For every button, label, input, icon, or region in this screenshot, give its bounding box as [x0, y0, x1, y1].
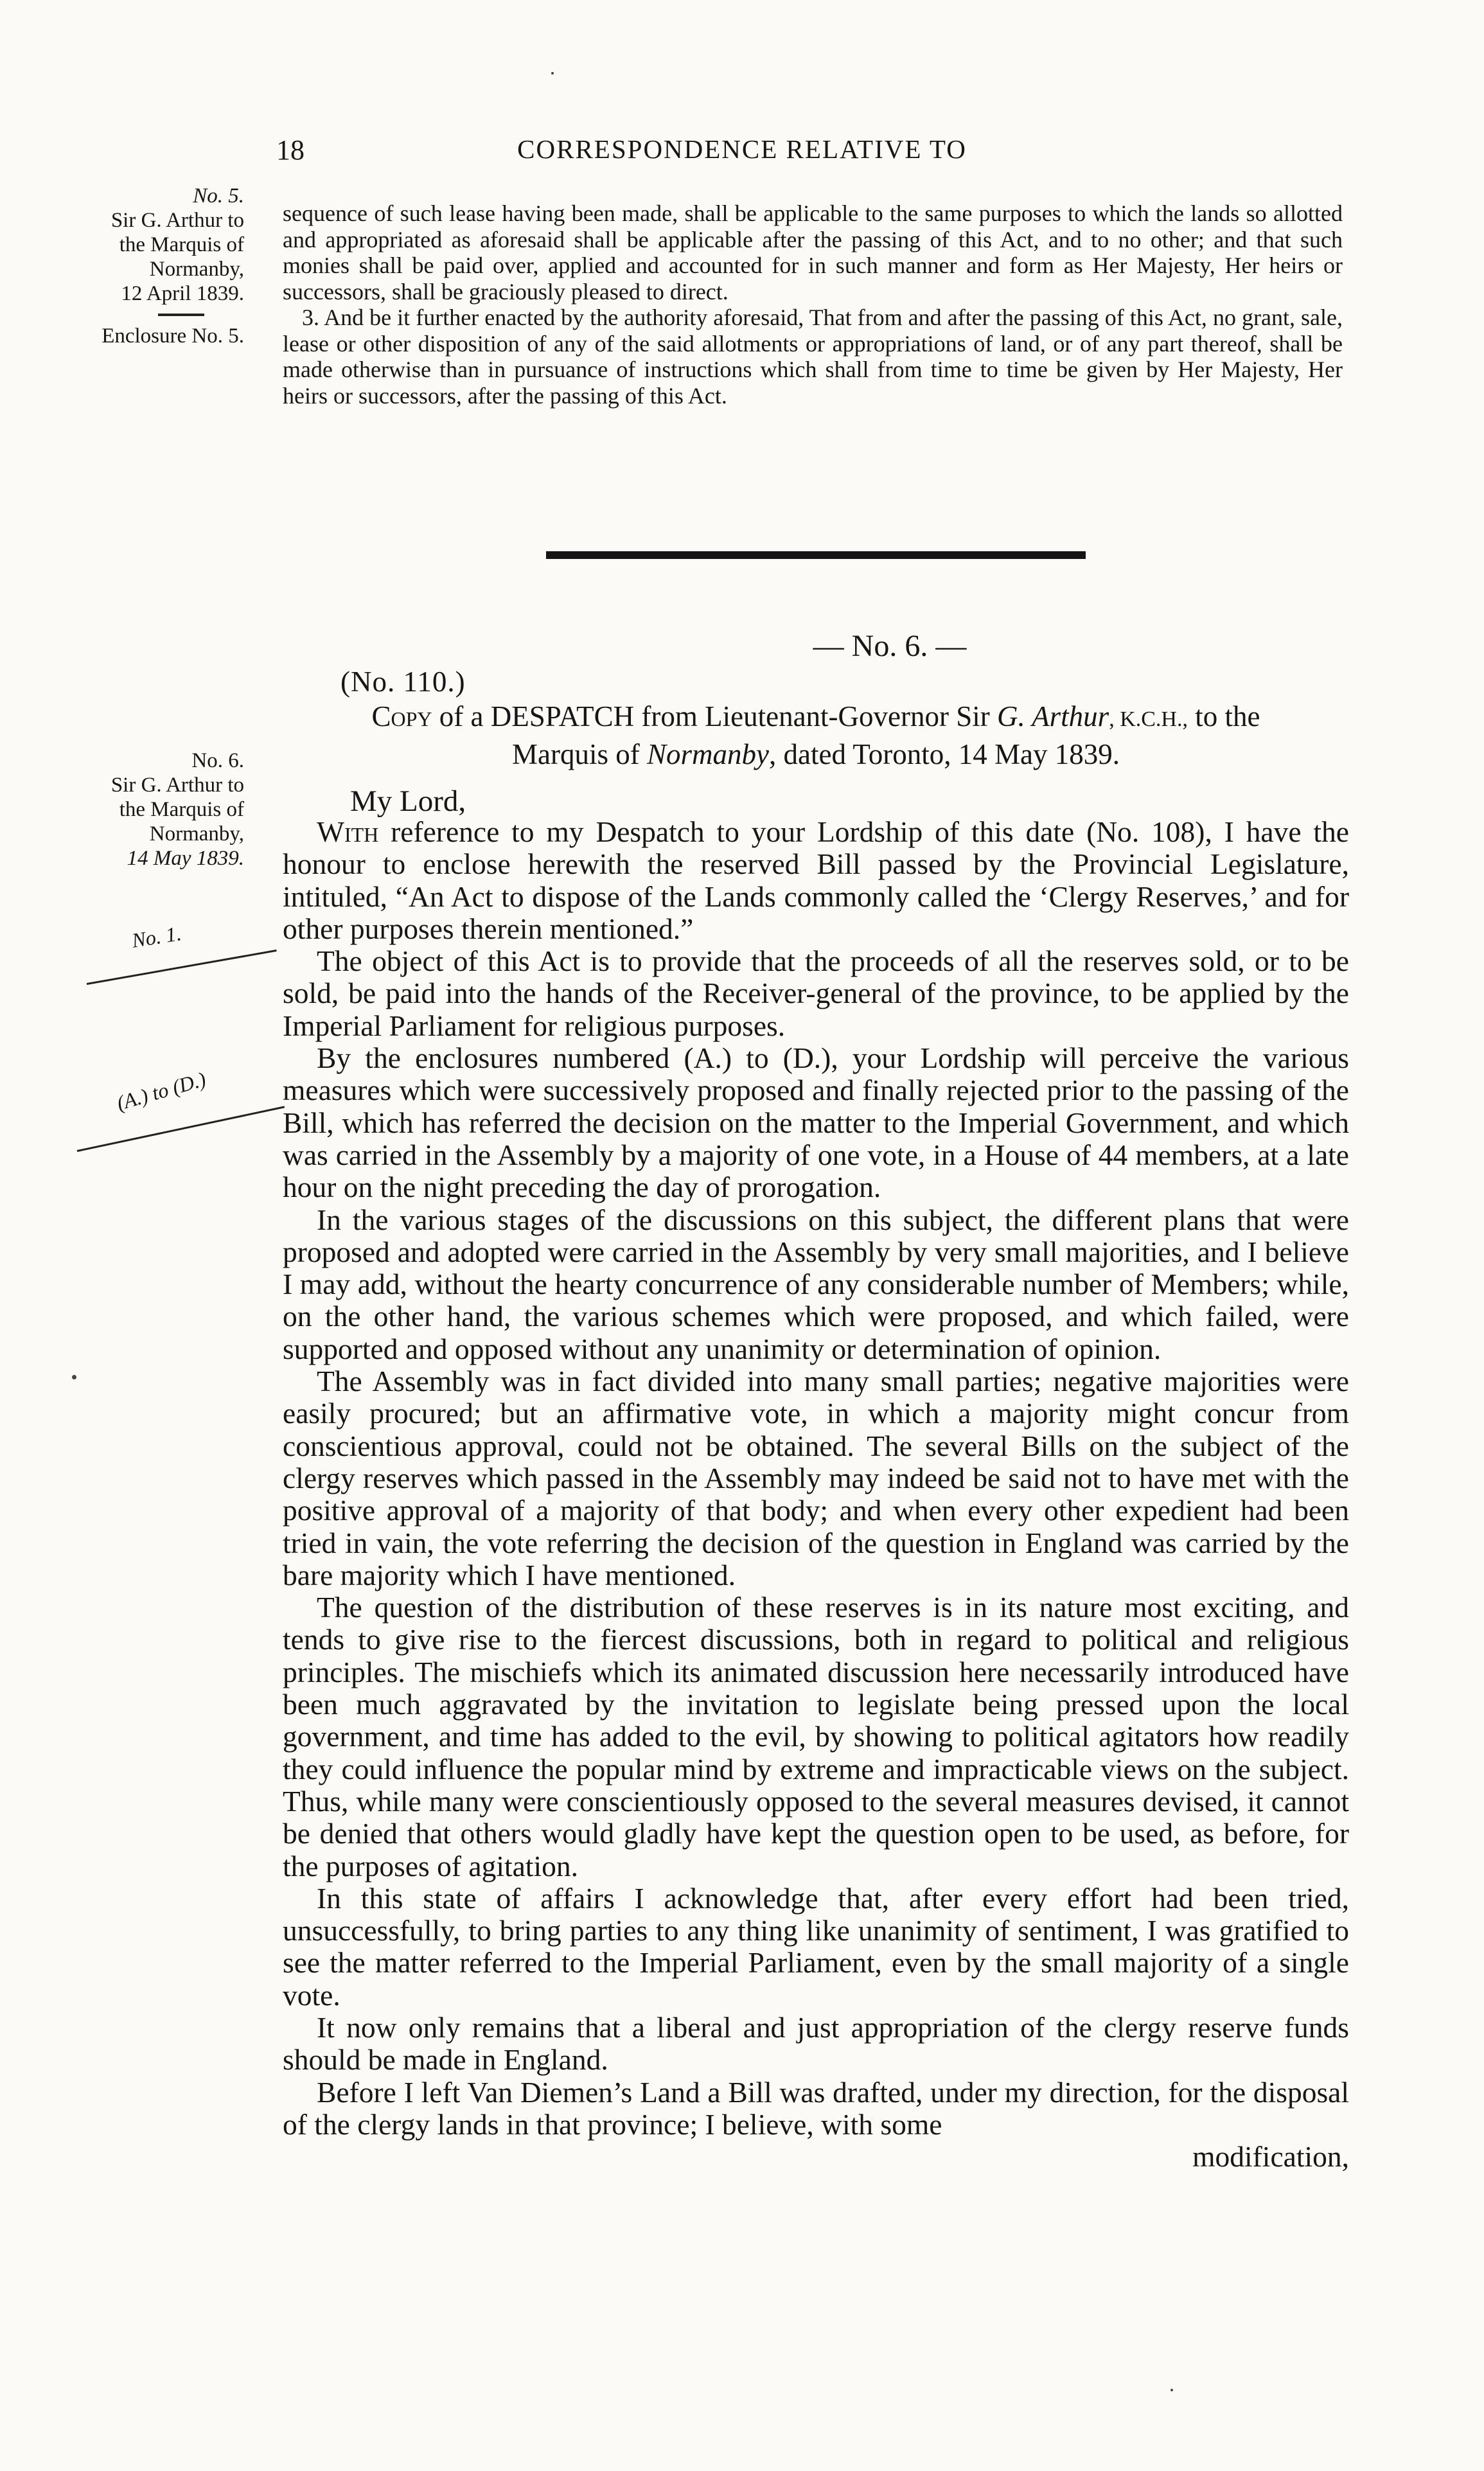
letter-body	[283, 816, 1349, 2173]
margin-ref-line	[77, 1106, 285, 1152]
margin-note-no6	[39, 748, 244, 871]
heading-sender: G. Arthur	[997, 700, 1109, 732]
letter-paragraph: In this state of affairs I acknowledge that, after every effort had been tried, unsuccessfully, to bring parties to any thing like unanimity of sentiment, I was gratified to see the matter referred to the Imperial Parliament, even by the small majority of a single vote.	[283, 1881, 1349, 2012]
margin-no5-line: the Marquis of	[119, 233, 244, 256]
letter-paragraph: By the enclosures numbered (A.) to (D.), your Lordship will perceive the various measures which were successively proposed and finally rejected prior to the passing of the Bill, which has referred the decision on the matter to the Imperial Government, and which was carried in the Assembly by a majority of one vote, in a House of 44 members, at a late hour on the night preceding the day of prorogation.	[283, 1041, 1349, 1204]
margin-no6-line: Sir G. Arthur to	[110, 774, 244, 797]
letter-paragraph: In the various stages of the discussions on this subject, the different plans that were proposed and adopted were carried in the Assembly by very small majorities, and I believe I may add, without the hearty concurrence of any considerable number of Members; while, on the other hand, the various schemes which were proposed, and which failed, were supported and opposed without any unanimity or determination of opinion.	[283, 1203, 1349, 1365]
heading-text: , dated Toronto, 14 May 1839.	[769, 738, 1120, 770]
margin-no6-line: the Marquis of	[119, 798, 244, 821]
heading-text: to the	[1188, 700, 1260, 732]
letter-paragraph: It now only remains that a liberal and just appropriation of the clergy reserve funds should be made in England.	[283, 2010, 1349, 2077]
scan-speck	[551, 72, 554, 75]
margin-no6-line: Normanby,	[149, 822, 244, 846]
margin-no5-line: Sir G. Arthur to	[110, 209, 244, 232]
margin-ref-no1: No. 1.	[130, 921, 183, 952]
catchword: modification,	[1192, 2140, 1349, 2174]
heading-recipient: Normanby	[647, 738, 769, 770]
margin-no5-line: 12 April 1839.	[121, 282, 244, 305]
scan-speck	[1170, 2389, 1173, 2391]
letter-paragraph: The question of the distribution of these reserves is in its nature most exciting, and tends to give rise to the fiercest discussions, both in regard to political and religious principles. The mischiefs which its animated discussion here necessarily introduced have been much aggravated by the invitation to legislate being pressed upon the local government, and time has added to the evil, by showing to political agitators how readily they could influence the popular mind by extreme and impracticable views on the subject. Thus, while many were conscientiously opposed to the several measures devised, it cannot be denied that others would gladly have kept the question open to be used, as before, for the purposes of agitation.	[283, 1591, 1349, 1882]
heading-text: Marquis of	[512, 738, 647, 770]
act-paragraph: sequence of such lease having been made, shall be applicable to the same purposes to which the lands so allotted and appropriated as aforesaid shall be applicable after the passing of this Act, and to no other; and that such monies shall be paid over, applied and accounted for in such manner and form as Her Majesty, Her heirs or successors, shall be graciously pleased to direct.	[283, 200, 1343, 305]
page-number: 18	[276, 134, 305, 166]
margin-no5-line: Normanby,	[149, 258, 244, 281]
margin-enclosure-label: Enclosure No. 5.	[102, 324, 244, 348]
document-number: — No. 6. —	[813, 629, 967, 663]
margin-ref-a-to-d: (A.) to (D.)	[114, 1067, 209, 1115]
margin-no5-line: No. 5.	[193, 184, 244, 208]
margin-no6-line: 14 May 1839.	[127, 847, 244, 870]
margin-no6-line: No. 6.	[191, 749, 244, 772]
act-text	[283, 200, 1343, 409]
scan-speck	[72, 1375, 76, 1379]
section-rule	[546, 551, 1086, 559]
running-head: CORRESPONDENCE RELATIVE TO	[517, 134, 967, 164]
act-paragraph: 3. And be it further enacted by the authority aforesaid, That from and after the passing of this Act, no grant, sale, lease or other disposition of any of the said allotments or appropriations of land, or of any part thereof, shall be made otherwise than in pursuance of instructions which shall from time to time be given by Her Majesty, Her heirs or successors, after the passing of this Act.	[283, 305, 1343, 409]
salutation: My Lord,	[350, 784, 466, 818]
heading-copy: Copy	[371, 700, 432, 732]
letter-paragraph	[283, 816, 1349, 945]
paragraph-lead-word: With	[317, 815, 379, 848]
letter-paragraph: Before I left Van Diemen’s Land a Bill was drafted, under my direction, for the disposal of the clergy lands in that province; I believe, with some	[283, 2075, 1349, 2141]
heading-text: of a DESPATCH from Lieutenant-Governor Sir	[432, 700, 997, 732]
margin-dash	[158, 314, 204, 316]
margin-ref-line	[87, 950, 277, 985]
despatch-reference: (No. 110.)	[340, 666, 466, 698]
paragraph-text: reference to my Despatch to your Lordship of this date (No. 108), I have the honour to enclose herewith the reserved Bill passed by the Provincial Legislature, intituled, “An Act to dispose of the Lands commonly called the ‘Clergy Reserves,’ and for other purposes therein mentioned.”	[283, 815, 1349, 945]
despatch-heading	[283, 699, 1349, 772]
letter-paragraph: The object of this Act is to provide that the proceeds of all the reserves sold, or to be sold, be paid into the hands of the Receiver-general of the province, to be applied by the Imperial Parliament for religious purposes.	[283, 944, 1349, 1042]
letter-paragraph: The Assembly was in fact divided into many small parties; negative majorities were easily procured; but an affirmative vote, in which a majority might concur from conscientious approval, could not be obtained. The several Bills on the subject of the clergy reserves which passed in the Assembly may indeed be said not to have met with the positive approval of a majority of that body; and when every other expedient had been tried in vain, the vote referring the decision of the question in England was carried by the bare majority which I have mentioned.	[283, 1365, 1349, 1591]
margin-note-no5	[39, 184, 244, 348]
heading-honours: , K.C.H.,	[1109, 707, 1188, 731]
